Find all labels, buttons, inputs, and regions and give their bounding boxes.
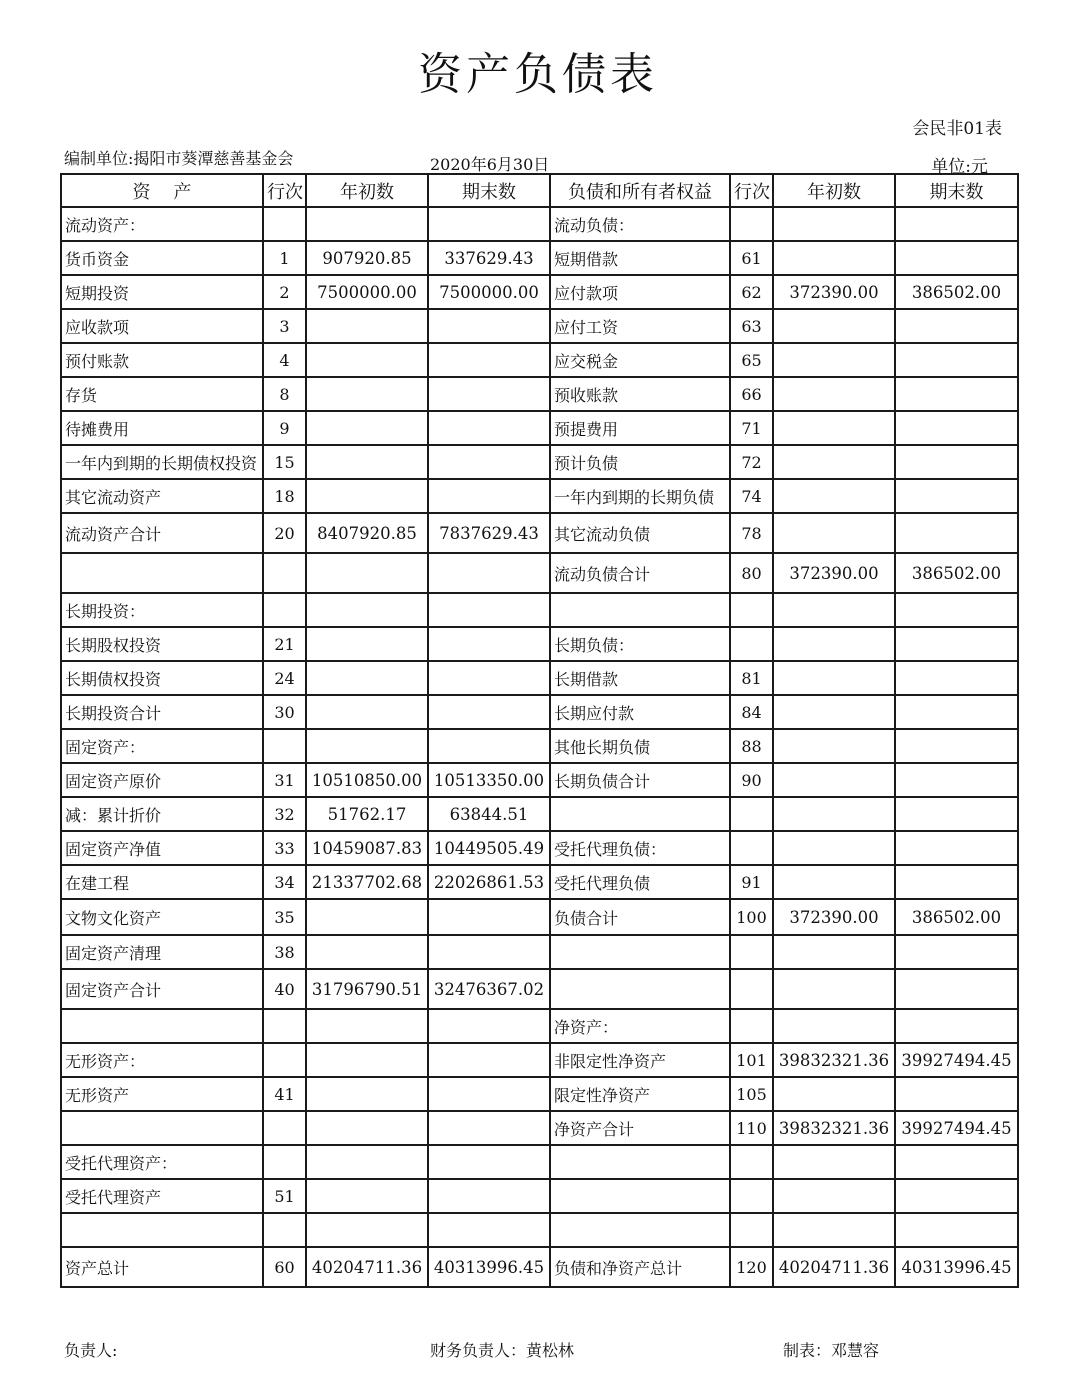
- liability-name: 预计负债: [550, 445, 730, 479]
- asset-name: 存货: [61, 377, 263, 411]
- asset-name: 文物文化资产: [61, 899, 263, 935]
- liability-name: 一年内到期的长期负债: [550, 479, 730, 513]
- table-row: [61, 553, 1018, 593]
- asset-name: 受托代理资产：: [61, 1145, 263, 1179]
- liability-line-no: 74: [730, 479, 773, 513]
- table-row: [61, 865, 1018, 899]
- liability-end: [895, 1077, 1018, 1111]
- asset-end: [428, 1145, 550, 1179]
- asset-end: 7837629.43: [428, 513, 550, 553]
- liability-line-no: 105: [730, 1077, 773, 1111]
- liability-line-no: 61: [730, 241, 773, 275]
- asset-name: 资产总计: [61, 1247, 263, 1287]
- liability-end: [895, 479, 1018, 513]
- liability-name: 净资产：: [550, 1009, 730, 1043]
- liability-line-no: 80: [730, 553, 773, 593]
- liability-name: 应付款项: [550, 275, 730, 309]
- footer-preparer: 制表：邓慧容: [783, 1341, 880, 1360]
- table-header-row: [61, 174, 1018, 207]
- asset-name: 固定资产合计: [61, 969, 263, 1009]
- report-date: 2020年6月30日: [430, 155, 550, 174]
- asset-begin: 40204711.36: [306, 1247, 428, 1287]
- asset-name: 固定资产净值: [61, 831, 263, 865]
- liability-begin: [773, 1179, 895, 1213]
- table-row: [61, 831, 1018, 865]
- asset-line-no: [263, 1043, 306, 1077]
- table-row: [61, 1043, 1018, 1077]
- liability-begin: [773, 969, 895, 1009]
- liability-begin: [773, 831, 895, 865]
- asset-begin: [306, 411, 428, 445]
- asset-line-no: 31: [263, 763, 306, 797]
- asset-begin: 51762.17: [306, 797, 428, 831]
- table-row: [61, 1247, 1018, 1287]
- asset-end: [428, 479, 550, 513]
- liability-name: [550, 935, 730, 969]
- asset-begin: 7500000.00: [306, 275, 428, 309]
- liability-end: [895, 1009, 1018, 1043]
- asset-line-no: 21: [263, 627, 306, 661]
- liability-end: [895, 1145, 1018, 1179]
- asset-name: 长期投资：: [61, 593, 263, 627]
- liability-name: 受托代理负债: [550, 865, 730, 899]
- liability-end: 39927494.45: [895, 1043, 1018, 1077]
- liability-line-no: 100: [730, 899, 773, 935]
- asset-begin: [306, 729, 428, 763]
- liability-end: 39927494.45: [895, 1111, 1018, 1145]
- asset-begin: [306, 593, 428, 627]
- asset-line-no: [263, 207, 306, 241]
- asset-begin: [306, 627, 428, 661]
- liability-line-no: [730, 627, 773, 661]
- asset-end: [428, 935, 550, 969]
- liability-begin: [773, 1077, 895, 1111]
- liability-begin: [773, 479, 895, 513]
- liability-begin: [773, 309, 895, 343]
- liability-end: [895, 1213, 1018, 1247]
- liability-begin: [773, 627, 895, 661]
- asset-line-no: 51: [263, 1179, 306, 1213]
- header-begin-2: 年初数: [773, 174, 895, 207]
- table-row: [61, 309, 1018, 343]
- asset-line-no: 40: [263, 969, 306, 1009]
- liability-line-no: 81: [730, 661, 773, 695]
- header-begin: 年初数: [306, 174, 428, 207]
- liability-end: [895, 661, 1018, 695]
- reporting-unit: 编制单位:揭阳市葵潭慈善基金会: [64, 149, 294, 168]
- asset-name: 短期投资: [61, 275, 263, 309]
- asset-begin: 10459087.83: [306, 831, 428, 865]
- asset-line-no: [263, 729, 306, 763]
- liability-name: 非限定性净资产: [550, 1043, 730, 1077]
- asset-line-no: 3: [263, 309, 306, 343]
- table-row: [61, 479, 1018, 513]
- asset-name: [61, 1111, 263, 1145]
- liability-end: [895, 935, 1018, 969]
- table-row: [61, 627, 1018, 661]
- liability-end: [895, 865, 1018, 899]
- liability-end: [895, 797, 1018, 831]
- liability-begin: [773, 241, 895, 275]
- header-liability: 负债和所有者权益: [550, 174, 730, 207]
- liability-name: 短期借款: [550, 241, 730, 275]
- liability-line-no: [730, 1213, 773, 1247]
- table-row: [61, 1009, 1018, 1043]
- liability-line-no: 91: [730, 865, 773, 899]
- table-row: [61, 241, 1018, 275]
- table-row: [61, 763, 1018, 797]
- table-row: [61, 377, 1018, 411]
- table-row: [61, 1145, 1018, 1179]
- liability-begin: 39832321.36: [773, 1043, 895, 1077]
- liability-begin: [773, 935, 895, 969]
- liability-begin: [773, 411, 895, 445]
- liability-end: [895, 969, 1018, 1009]
- asset-line-no: 8: [263, 377, 306, 411]
- asset-end: 10449505.49: [428, 831, 550, 865]
- liability-end: [895, 593, 1018, 627]
- liability-end: [895, 377, 1018, 411]
- liability-begin: 372390.00: [773, 275, 895, 309]
- liability-name: [550, 1145, 730, 1179]
- asset-begin: [306, 377, 428, 411]
- asset-line-no: [263, 1111, 306, 1145]
- table-row: [61, 695, 1018, 729]
- table-row: [61, 1111, 1018, 1145]
- liability-end: [895, 343, 1018, 377]
- liability-begin: [773, 1009, 895, 1043]
- asset-name: 流动资产：: [61, 207, 263, 241]
- liability-name: [550, 1213, 730, 1247]
- asset-line-no: [263, 1145, 306, 1179]
- header-end-2: 期末数: [895, 174, 1018, 207]
- asset-begin: [306, 899, 428, 935]
- asset-begin: [306, 1213, 428, 1247]
- asset-end: [428, 899, 550, 935]
- asset-line-no: 20: [263, 513, 306, 553]
- liability-end: [895, 207, 1018, 241]
- asset-end: [428, 1043, 550, 1077]
- asset-end: [428, 1179, 550, 1213]
- liability-line-no: [730, 797, 773, 831]
- asset-end: [428, 553, 550, 593]
- asset-line-no: 2: [263, 275, 306, 309]
- liability-end: [895, 763, 1018, 797]
- liability-end: [895, 831, 1018, 865]
- liability-name: 净资产合计: [550, 1111, 730, 1145]
- asset-line-no: [263, 553, 306, 593]
- asset-end: [428, 627, 550, 661]
- liability-name: 长期应付款: [550, 695, 730, 729]
- liability-name: 流动负债：: [550, 207, 730, 241]
- asset-name: 流动资产合计: [61, 513, 263, 553]
- asset-line-no: 60: [263, 1247, 306, 1287]
- asset-begin: [306, 553, 428, 593]
- asset-line-no: [263, 593, 306, 627]
- asset-name: 受托代理资产: [61, 1179, 263, 1213]
- liability-line-no: 71: [730, 411, 773, 445]
- header-end: 期末数: [428, 174, 550, 207]
- asset-name: 应收款项: [61, 309, 263, 343]
- header-line-no-2: 行次: [730, 174, 773, 207]
- report-title: 资产负债表: [418, 49, 658, 100]
- asset-end: 7500000.00: [428, 275, 550, 309]
- asset-name: 减：累计折价: [61, 797, 263, 831]
- asset-begin: [306, 309, 428, 343]
- liability-line-no: 84: [730, 695, 773, 729]
- asset-line-no: [263, 1009, 306, 1043]
- asset-end: 337629.43: [428, 241, 550, 275]
- liability-line-no: 101: [730, 1043, 773, 1077]
- asset-name: 一年内到期的长期债权投资: [61, 445, 263, 479]
- liability-name: 长期借款: [550, 661, 730, 695]
- table-row: [61, 593, 1018, 627]
- asset-line-no: 9: [263, 411, 306, 445]
- asset-name: [61, 1213, 263, 1247]
- asset-name: 在建工程: [61, 865, 263, 899]
- table-row: [61, 411, 1018, 445]
- asset-end: [428, 593, 550, 627]
- asset-begin: [306, 1043, 428, 1077]
- liability-line-no: [730, 935, 773, 969]
- table-row: [61, 1077, 1018, 1111]
- currency-unit: 单位:元: [931, 157, 988, 177]
- liability-line-no: 66: [730, 377, 773, 411]
- table-row: [61, 207, 1018, 241]
- table-row: [61, 797, 1018, 831]
- footer-responsible: 负责人:: [64, 1341, 118, 1360]
- asset-end: [428, 309, 550, 343]
- asset-name: 无形资产：: [61, 1043, 263, 1077]
- liability-end: 386502.00: [895, 275, 1018, 309]
- liability-name: 流动负债合计: [550, 553, 730, 593]
- liability-line-no: [730, 207, 773, 241]
- asset-begin: [306, 479, 428, 513]
- asset-begin: [306, 1077, 428, 1111]
- liability-begin: [773, 343, 895, 377]
- asset-end: 32476367.02: [428, 969, 550, 1009]
- liability-begin: [773, 377, 895, 411]
- liability-begin: [773, 729, 895, 763]
- asset-end: [428, 343, 550, 377]
- liability-end: [895, 627, 1018, 661]
- asset-begin: 8407920.85: [306, 513, 428, 553]
- liability-end: [895, 309, 1018, 343]
- liability-line-no: 110: [730, 1111, 773, 1145]
- asset-end: [428, 377, 550, 411]
- liability-line-no: 90: [730, 763, 773, 797]
- asset-line-no: 32: [263, 797, 306, 831]
- asset-name: 长期投资合计: [61, 695, 263, 729]
- asset-begin: [306, 1145, 428, 1179]
- liability-name: [550, 797, 730, 831]
- liability-end: [895, 1179, 1018, 1213]
- asset-end: [428, 661, 550, 695]
- asset-end: [428, 729, 550, 763]
- asset-begin: 31796790.51: [306, 969, 428, 1009]
- asset-end: [428, 411, 550, 445]
- form-code: 会民非01表: [912, 119, 1002, 139]
- liability-begin: [773, 797, 895, 831]
- liability-line-no: [730, 969, 773, 1009]
- asset-name: 待摊费用: [61, 411, 263, 445]
- asset-end: [428, 207, 550, 241]
- liability-line-no: [730, 1179, 773, 1213]
- liability-line-no: 63: [730, 309, 773, 343]
- asset-begin: [306, 207, 428, 241]
- asset-line-no: 24: [263, 661, 306, 695]
- liability-end: 386502.00: [895, 899, 1018, 935]
- asset-line-no: 1: [263, 241, 306, 275]
- liability-name: 预收账款: [550, 377, 730, 411]
- liability-begin: [773, 445, 895, 479]
- asset-line-no: 15: [263, 445, 306, 479]
- liability-begin: [773, 1213, 895, 1247]
- table-row: [61, 445, 1018, 479]
- asset-begin: [306, 1009, 428, 1043]
- asset-name: 其它流动资产: [61, 479, 263, 513]
- liability-line-no: [730, 1009, 773, 1043]
- table-row: [61, 513, 1018, 553]
- asset-line-no: 30: [263, 695, 306, 729]
- liability-end: [895, 729, 1018, 763]
- table-row: [61, 969, 1018, 1009]
- asset-begin: [306, 935, 428, 969]
- liability-line-no: [730, 593, 773, 627]
- liability-begin: [773, 865, 895, 899]
- header-asset: 资 产: [61, 174, 263, 207]
- liability-name: 应交税金: [550, 343, 730, 377]
- asset-begin: 10510850.00: [306, 763, 428, 797]
- asset-begin: [306, 695, 428, 729]
- table-row: [61, 275, 1018, 309]
- liability-end: [895, 445, 1018, 479]
- asset-name: 预付账款: [61, 343, 263, 377]
- asset-end: [428, 445, 550, 479]
- liability-end: [895, 695, 1018, 729]
- asset-begin: [306, 343, 428, 377]
- liability-begin: [773, 207, 895, 241]
- asset-name: [61, 553, 263, 593]
- liability-begin: 40204711.36: [773, 1247, 895, 1287]
- asset-end: 22026861.53: [428, 865, 550, 899]
- liability-line-no: 78: [730, 513, 773, 553]
- liability-end: [895, 513, 1018, 553]
- liability-begin: [773, 593, 895, 627]
- liability-name: 负债和净资产总计: [550, 1247, 730, 1287]
- liability-name: 限定性净资产: [550, 1077, 730, 1111]
- table-row: [61, 729, 1018, 763]
- asset-name: 无形资产: [61, 1077, 263, 1111]
- asset-name: 长期股权投资: [61, 627, 263, 661]
- liability-begin: 372390.00: [773, 899, 895, 935]
- asset-line-no: [263, 1213, 306, 1247]
- asset-begin: [306, 661, 428, 695]
- asset-line-no: 34: [263, 865, 306, 899]
- asset-end: [428, 1111, 550, 1145]
- liability-begin: [773, 695, 895, 729]
- liability-begin: 39832321.36: [773, 1111, 895, 1145]
- asset-line-no: 4: [263, 343, 306, 377]
- liability-line-no: 62: [730, 275, 773, 309]
- asset-name: 固定资产原价: [61, 763, 263, 797]
- liability-line-no: [730, 1145, 773, 1179]
- liability-end: 386502.00: [895, 553, 1018, 593]
- liability-name: 预提费用: [550, 411, 730, 445]
- liability-line-no: 72: [730, 445, 773, 479]
- liability-begin: 372390.00: [773, 553, 895, 593]
- liability-name: 受托代理负债：: [550, 831, 730, 865]
- asset-end: 63844.51: [428, 797, 550, 831]
- liability-line-no: 120: [730, 1247, 773, 1287]
- liability-name: 长期负债：: [550, 627, 730, 661]
- asset-end: [428, 1077, 550, 1111]
- asset-begin: [306, 1111, 428, 1145]
- liability-name: [550, 1179, 730, 1213]
- asset-begin: [306, 1179, 428, 1213]
- liability-begin: [773, 661, 895, 695]
- header-line-no: 行次: [263, 174, 306, 207]
- asset-line-no: 41: [263, 1077, 306, 1111]
- liability-end: [895, 411, 1018, 445]
- asset-name: [61, 1009, 263, 1043]
- asset-end: 40313996.45: [428, 1247, 550, 1287]
- table-row: [61, 1179, 1018, 1213]
- liability-name: 其他长期负债: [550, 729, 730, 763]
- liability-line-no: 88: [730, 729, 773, 763]
- asset-end: [428, 695, 550, 729]
- asset-line-no: 33: [263, 831, 306, 865]
- liability-end: 40313996.45: [895, 1247, 1018, 1287]
- asset-end: [428, 1009, 550, 1043]
- asset-name: 长期债权投资: [61, 661, 263, 695]
- asset-end: [428, 1213, 550, 1247]
- asset-end: 10513350.00: [428, 763, 550, 797]
- liability-begin: [773, 763, 895, 797]
- liability-name: [550, 969, 730, 1009]
- table-row: [61, 935, 1018, 969]
- table-row: [61, 661, 1018, 695]
- asset-begin: [306, 445, 428, 479]
- liability-line-no: [730, 831, 773, 865]
- asset-begin: 21337702.68: [306, 865, 428, 899]
- asset-name: 固定资产：: [61, 729, 263, 763]
- asset-begin: 907920.85: [306, 241, 428, 275]
- asset-name: 货币资金: [61, 241, 263, 275]
- asset-line-no: 35: [263, 899, 306, 935]
- table-row: [61, 343, 1018, 377]
- liability-begin: [773, 1145, 895, 1179]
- liability-line-no: 65: [730, 343, 773, 377]
- liability-name: [550, 593, 730, 627]
- liability-name: 其它流动负债: [550, 513, 730, 553]
- table-row: [61, 1213, 1018, 1247]
- liability-begin: [773, 513, 895, 553]
- liability-name: 长期负债合计: [550, 763, 730, 797]
- liability-end: [895, 241, 1018, 275]
- liability-name: 应付工资: [550, 309, 730, 343]
- asset-line-no: 18: [263, 479, 306, 513]
- footer-finance-lead: 财务负责人：黄松林: [430, 1341, 575, 1360]
- table-row: [61, 899, 1018, 935]
- asset-line-no: 38: [263, 935, 306, 969]
- liability-name: 负债合计: [550, 899, 730, 935]
- balance-sheet-table: [60, 173, 1019, 1288]
- asset-name: 固定资产清理: [61, 935, 263, 969]
